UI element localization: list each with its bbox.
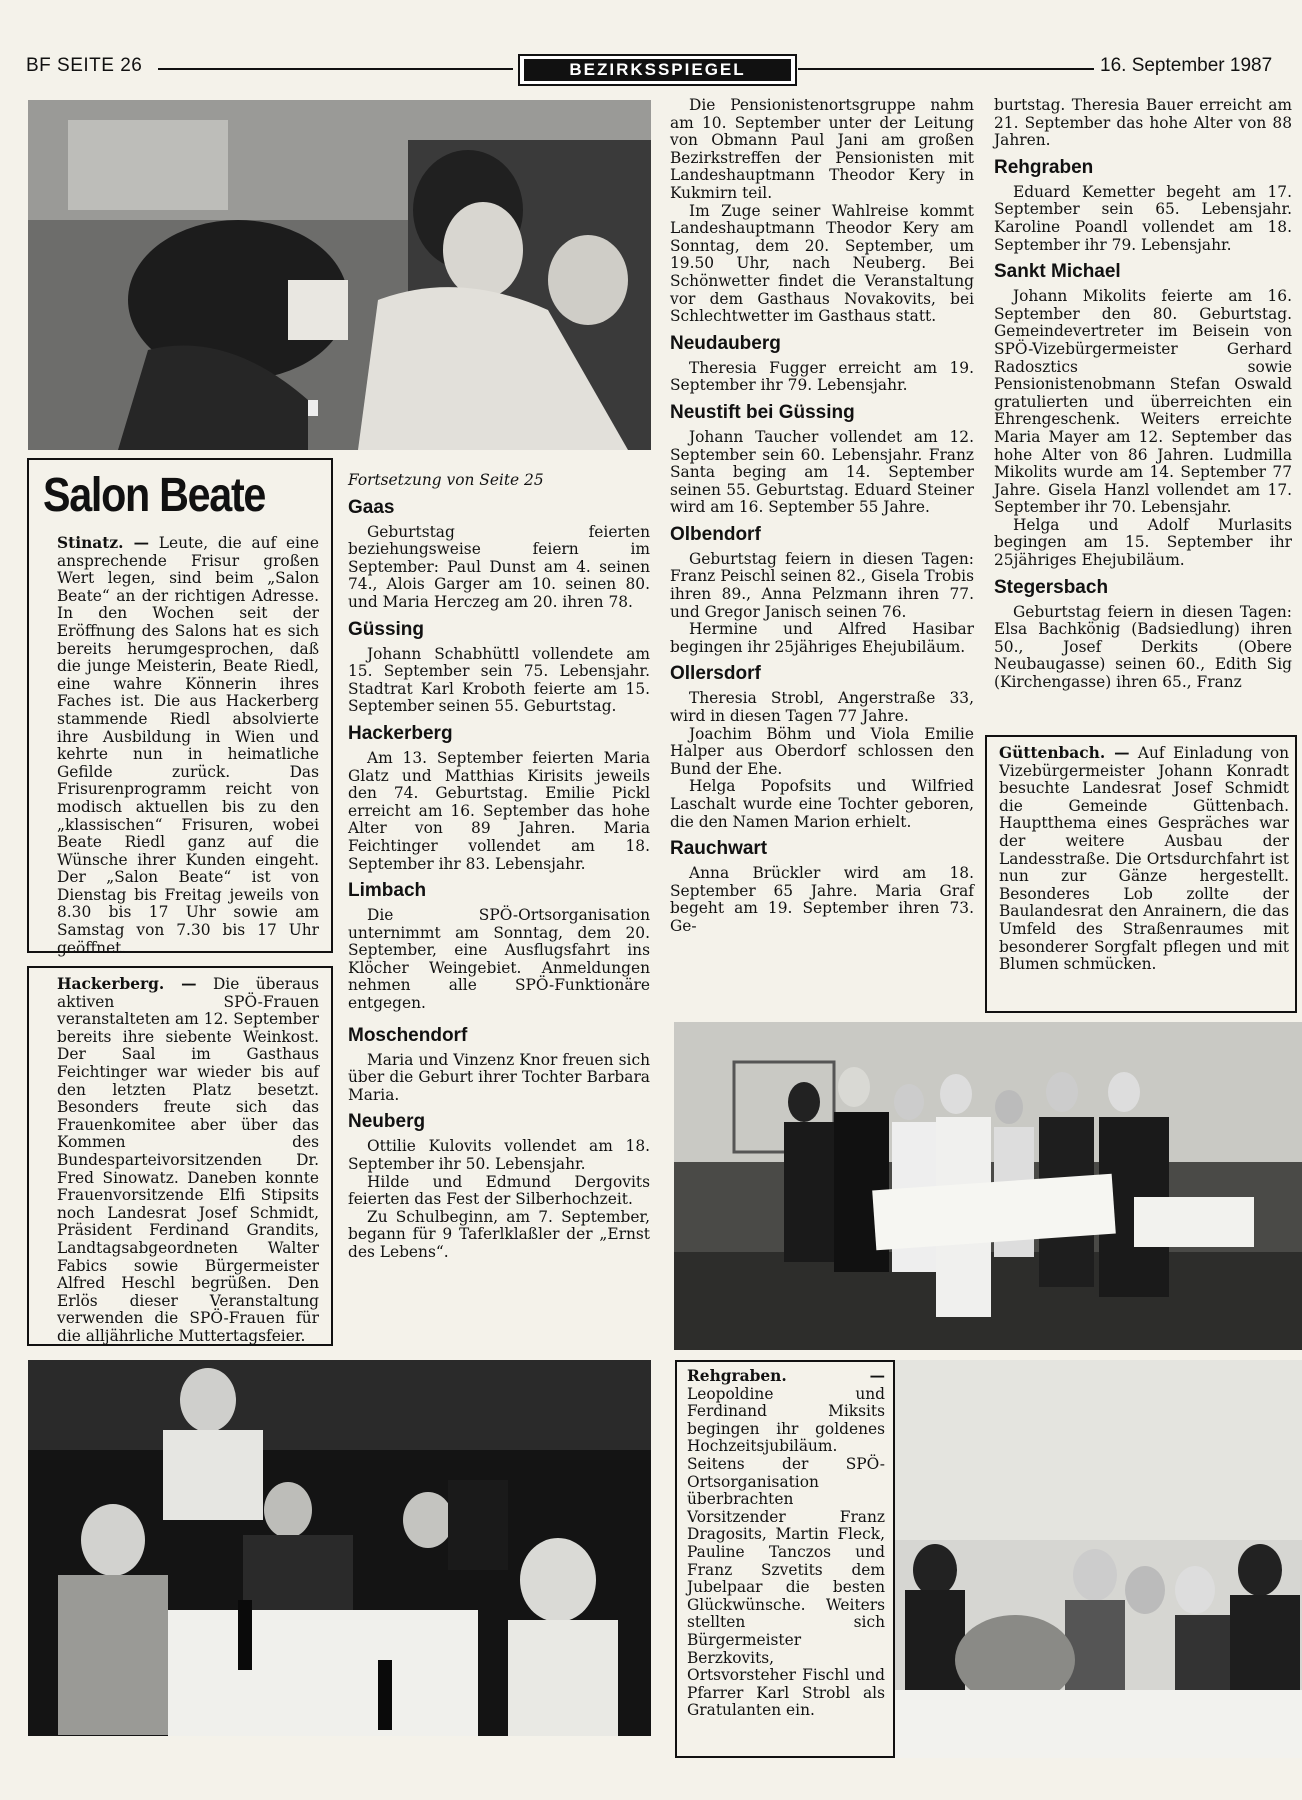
heading-hackerberg: Hackerberg bbox=[348, 722, 453, 744]
rehgraben-body bbox=[687, 1368, 885, 1720]
guettenbach-article-box bbox=[985, 735, 1297, 1013]
heading-stegersbach: Stegersbach bbox=[994, 576, 1109, 598]
text-limbach: Die SPÖ-Ortsorganisation unternimmt am Sonntag, dem 20. September, eine Ausflugsfahrt ins Klöcher Weingebiet. Anmeldungen nehmen alle SPÖ-Funktionäre entgegen. bbox=[348, 906, 650, 1013]
salon-headline: Salon Beate bbox=[43, 469, 266, 522]
text-gaas: Geburtstag feierten beziehungsweise feiern im September: Paul Dunst am 4. seinen 74., Alois Garger am 10. seinen 80. und Maria Herczeg am 20. ihren 78. bbox=[348, 522, 650, 611]
hackerberg-text: Die überaus aktiven SPÖ-Frauen veranstalteten am 12. September bereits ihre siebente Weinkost. Der Saal im Gasthaus Feichtinger war wieder bis auf den letzten Platz besetzt. Besonders freute sich das Frauenkomitee aber über das Kommen des Bundesparteivorsitzenden Dr. Fred Sinowatz. Daneben konnte Frauenvorsitzende Elfi Stipsits noch Landesrat Josef Schmidt, Präsident Ferdinand Grandits, Landtagsabgeordneten Walter Fabics sowie Bürgermeister Alfred Heschl begrüßen. Den Erlös dieser Veranstaltung verwenden die SPÖ-Frauen für die alljährliche Muttertagsfeier. bbox=[57, 975, 319, 1345]
salon-text: Leute, die auf eine ansprechende Frisur großen Wert legen, sind beim „Salon Beate“ an der richtigen Adresse. In den Wochen seit der Eröffnung des Salons hat es sich bereits herumgesprochen, daß die junge Meisterin, Beate Riedl, eine wahre Könnerin ihres Faches ist. Die aus Hackerberg stammende Riedl absolvierte ihre Ausbildung in Wien und kehrte nun in heimatliche Gefilde zurück. Das Frisurenprogramm reicht von modisch aktuellen bis zu den „klassischen“ Frisuren, wobei Beate Riedl ganz auf die Wünsche ihrer Kunden eingeht. Der „Salon Beate“ ist von Dienstag bis Freitag jeweils von 8.30 bis 17 Uhr sowie am Samstag von 7.30 bis 17 Uhr geöffnet. bbox=[57, 534, 319, 957]
text-sankt-michael-1: Johann Mikolits feierte am 16. September den 80. Geburtstag. Gemeindevertreter im Beisein von SPÖ-Vizebürgermeister Gerhard Radosztics sowie Pensionistenobmann Stefan Oswald gratulierten und überreichten ein Ehrengeschenk. Weiters erreichte Maria Mayer am 12. September das hohe Alter von 86 Jahren. Ludmilla Mikolits wurde am 14. September 77 Jahre. Gisela Hanzl vollendet am 17. September ihr 70. Lebensjahr. bbox=[994, 287, 1292, 517]
column-2 bbox=[348, 472, 650, 1262]
column-4 bbox=[994, 97, 1292, 692]
weinkost-photo bbox=[28, 1360, 651, 1736]
text-olbendorf-2: Hermine und Alfred Hasibar begingen ihr 25jähriges Ehejubiläum. bbox=[670, 620, 974, 656]
golden-wedding-photo bbox=[895, 1360, 1302, 1758]
heading-neustift: Neustift bei Güssing bbox=[670, 401, 855, 423]
text-neustift: Johann Taucher vollendet am 12. September sein 60. Lebensjahr. Franz Santa beging am 14. September seinen 55. Geburtstag. Eduard Steiner wird am 16. September 55 Jahre. bbox=[670, 427, 974, 517]
header-rule-right bbox=[798, 68, 1094, 70]
heading-guessing: Güssing bbox=[348, 618, 425, 640]
heading-moschendorf: Moschendorf bbox=[348, 1024, 468, 1046]
issue-date: 16. September 1987 bbox=[1100, 55, 1273, 76]
hackerberg-lead: Hackerberg. — bbox=[57, 975, 197, 993]
column-3 bbox=[670, 97, 974, 936]
text-sankt-michael-2: Helga und Adolf Murlasits begingen am 15. September ihr 25jähriges Ehejubiläum. bbox=[994, 515, 1292, 570]
rehgraben-article-box bbox=[675, 1360, 895, 1758]
heading-gaas: Gaas bbox=[348, 496, 395, 518]
guettenbach-photo bbox=[674, 1022, 1302, 1350]
hackerberg-body bbox=[57, 976, 319, 1345]
text-moschendorf: Maria und Vinzenz Knor freuen sich über die Geburt ihrer Tochter Barbara Maria. bbox=[348, 1050, 650, 1104]
text-neudauberg: Theresia Fugger erreicht am 19. September ihr 79. Lebensjahr. bbox=[670, 358, 974, 395]
text-guessing: Johann Schabhüttl vollendete am 15. September sein 75. Lebensjahr. Stadtrat Karl Kroboth feierte am 15. September seinen 55. Geburtstag. bbox=[348, 644, 650, 716]
text-rehgraben: Eduard Kemetter begeht am 17. September sein 65. Lebensjahr. Karoline Poandl vollendet am 18. September ihr 79. Lebensjahr. bbox=[994, 182, 1292, 254]
text-neuberg-2: Hilde und Edmund Dergovits feierten das Fest der Silberhochzeit. bbox=[348, 1172, 650, 1209]
hackerberg-article-box bbox=[27, 966, 333, 1346]
text-hackerberg: Am 13. September feierten Maria Glatz und Matthias Kirisits jeweils den 74. Geburtstag. Emilie Pickl erreicht am 16. September das hohe Alter von 89 Jahren. Maria Feichtinger vollendet am 18. September ihr 83. Lebensjahr. bbox=[348, 748, 650, 873]
header-rule-left bbox=[158, 68, 513, 70]
heading-rehgraben: Rehgraben bbox=[994, 156, 1094, 178]
text-olbendorf-1: Geburtstag feiern in diesen Tagen: Franz Peischl seinen 82., Gisela Trobis ihren 89., Anna Pelzmann ihren 77. und Gregor Janisch seinen 76. bbox=[670, 549, 974, 621]
guettenbach-body bbox=[999, 745, 1289, 974]
section-label-box bbox=[518, 54, 797, 86]
text-ollersdorf-3: Helga Popofsits und Wilfried Laschalt wurde eine Tochter geboren, die den Namen Marion erhielt. bbox=[670, 777, 974, 831]
section-label: BEZIRKSSPIEGEL bbox=[524, 59, 791, 81]
text-stegersbach: Geburtstag feiern in diesen Tagen: Elsa Bachkönig (Badsiedlung) ihren 50., Josef Derkits (Obere Neubaugasse) seinen 60., Edith Sig (Kirchengasse) ihren 65., Franz bbox=[994, 602, 1292, 692]
salon-body bbox=[57, 535, 319, 957]
text-neuberg-5: Im Zuge seiner Wahlreise kommt Landeshauptmann Theodor Kery am Sonntag, dem 20. September, um 19.50 Uhr, nach Neuberg. Bei Schönwetter findet die Veranstaltung vor dem Gasthaus Novakovits, bei Schlechtwetter im Gasthaus statt. bbox=[670, 201, 974, 326]
text-neuberg-1: Ottilie Kulovits vollendet am 18. September ihr 50. Lebensjahr. bbox=[348, 1137, 650, 1174]
heading-olbendorf: Olbendorf bbox=[670, 523, 761, 545]
heading-limbach: Limbach bbox=[348, 880, 427, 902]
guettenbach-lead: Güttenbach. — bbox=[999, 744, 1130, 762]
rehgraben-lead: Rehgraben. — bbox=[687, 1367, 885, 1385]
heading-neudauberg: Neudauberg bbox=[670, 332, 781, 354]
continued-note: Fortsetzung von Seite 25 bbox=[348, 471, 544, 489]
salon-article-box bbox=[27, 458, 333, 957]
text-rauchwart: Anna Brückler wird am 18. September 65 Jahre. Maria Graf begeht am 19. September ihren 73. Ge- bbox=[670, 864, 974, 935]
heading-ollersdorf: Ollersdorf bbox=[670, 663, 761, 685]
salon-lead: Stinatz. — bbox=[57, 534, 150, 552]
page-number: BF SEITE 26 bbox=[26, 55, 143, 76]
salon-photo bbox=[28, 100, 651, 450]
text-ollersdorf-1: Theresia Strobl, Angerstraße 33, wird in diesen Tagen 77 Jahre. bbox=[670, 689, 974, 726]
heading-neuberg: Neuberg bbox=[348, 1111, 426, 1133]
text-neuberg-3: Zu Schulbeginn, am 7. September, begann für 9 Taferlklaßler der „Ernst des Lebens“. bbox=[348, 1207, 650, 1261]
rehgraben-text: Leopoldine und Ferdinand Miksits begingen ihr goldenes Hochzeitsjubiläum. Seitens der SPÖ-Ortsorganisation überbrachten Vorsitzender Franz Dragosits, Martin Fleck, Pauline Tanczos und Franz Szvetits dem Jubelpaar die besten Glückwünsche. Weiters stellten sich Bürgermeister Berzkovits, Ortsvorsteher Fischl und Pfarrer Karl Strobl als Gratulanten ein. bbox=[687, 1384, 885, 1720]
heading-rauchwart: Rauchwart bbox=[670, 838, 768, 860]
guettenbach-text: Auf Einladung von Vizebürgermeister Johann Konradt besuchte Landesrat Josef Schmidt die Gemeinde Güttenbach. Hauptthema eines Gespräches war der weitere Ausbau der Landesstraße. Die Ortsdurchfahrt ist nun zur Gänze hergestellt. Besonderes Lob zollte der Baulandesrat den Anrainern, die das Umfeld des Straßenraumes mit besonderer Sorgfalt pflegen und mit Blumen schmücken. bbox=[999, 744, 1290, 974]
text-rauchwart-cont: burtstag. Theresia Bauer erreicht am 21. September das hohe Alter von 88 Jahren. bbox=[994, 96, 1292, 150]
heading-sankt-michael: Sankt Michael bbox=[994, 261, 1121, 283]
text-ollersdorf-2: Joachim Böhm und Viola Emilie Halper aus Oberdorf schlossen den Bund der Ehe. bbox=[670, 724, 974, 778]
text-neuberg-4: Die Pensionistenortsgruppe nahm am 10. September unter der Leitung von Obmann Paul Jani am großen Bezirkstreffen der Pensionisten mit Landeshauptmann Theodor Kery in Kukmirn teil. bbox=[670, 96, 974, 202]
